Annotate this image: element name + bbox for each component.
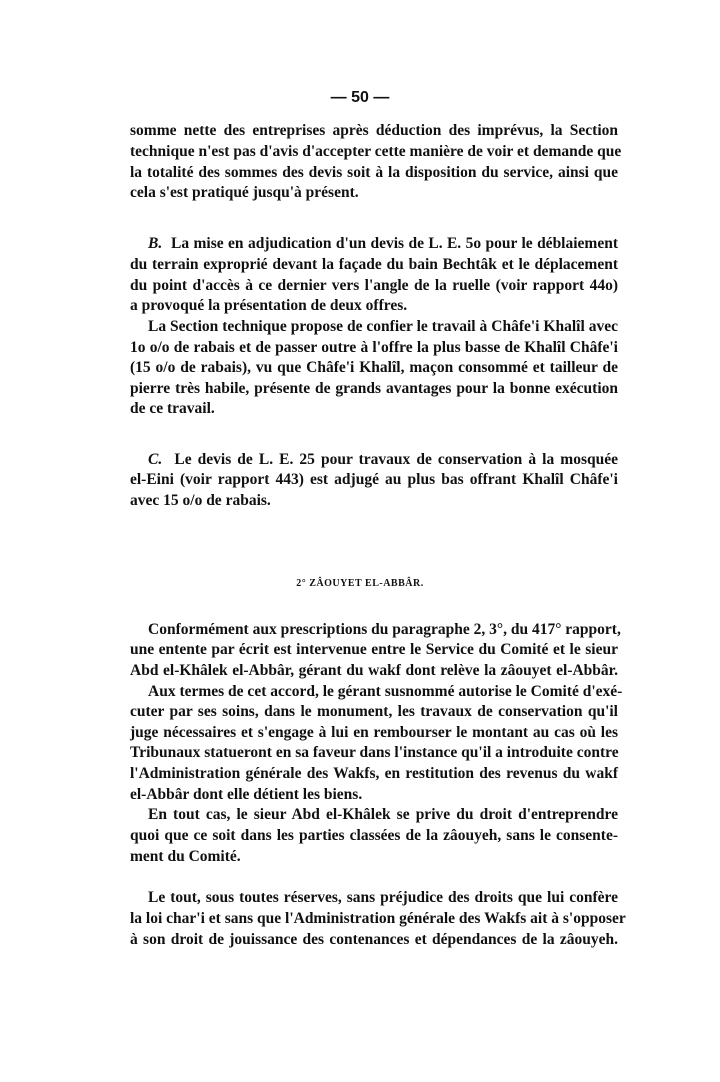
text-line: technique n'est pas d'avis d'accepter cette manière de voir et demande que	[130, 143, 622, 160]
text-line	[148, 235, 618, 253]
section-heading: 2° ZÂOUYET EL-ABBÂR.	[296, 578, 424, 589]
text-line: cela s'est pratiqué jusqu'à présent.	[130, 184, 359, 201]
text-span: Le devis de L. E. 25 pour travaux de conservation à la mosquée	[174, 451, 619, 468]
text-line: a provoqué la présentation de deux offres.	[130, 297, 408, 314]
text-line: une entente par écrit est intervenue entre le Service du Comité et le sieur	[130, 641, 618, 658]
text-line: à son droit de jouissance des contenances et dépendances de la zâouyeh.	[130, 931, 618, 948]
text-line: ment du Comité.	[130, 848, 241, 865]
text-line: (15 o/o de rabais), vu que Châfe'i Khalîl, maçon consommé et tailleur de	[130, 359, 618, 376]
section-label-c: C.	[148, 451, 163, 468]
text-line: el-Abbâr dont elle détient les biens.	[130, 786, 363, 803]
text-line: quoi que ce soit dans les parties classées de la zâouyeh, sans le consente-	[130, 827, 618, 844]
page-number: — 50 —	[330, 89, 390, 106]
text-line: juge nécessaires et s'engage à lui en rembourser le montant au cas où les	[130, 724, 618, 741]
text-line: Conformément aux prescriptions du paragraphe 2, 3°, du 417° rapport,	[148, 621, 621, 638]
text-line: 1o o/o de rabais et de passer outre à l'offre la plus basse de Khalîl Châfe'i	[130, 339, 618, 356]
text-line: la loi char'i et sans que l'Administration générale des Wakfs ait à s'opposer	[130, 910, 626, 927]
text-line: Tribunaux statueront en sa faveur dans l'instance qu'il a introduite contre	[130, 744, 619, 761]
text-line: de ce travail.	[130, 400, 215, 417]
text-line: du point d'accès à ce dernier vers l'angle de la ruelle (voir rapport 44o)	[130, 277, 618, 294]
text-line: l'Administration générale des Wakfs, en restitution des revenus du wakf	[130, 765, 618, 782]
text-line	[148, 451, 618, 469]
text-line: Aux termes de cet accord, le gérant susnommé autorise le Comité d'exé-	[148, 683, 623, 700]
text-line: Abd el-Khâlek el-Abbâr, gérant du wakf dont relève la zâouyet el-Abbâr.	[130, 662, 618, 679]
text-line: la totalité des sommes des devis soit à la disposition du service, ainsi que	[130, 164, 618, 181]
text-line: avec 15 o/o de rabais.	[130, 492, 271, 509]
text-line: cuter par ses soins, dans le monument, les travaux de conservation qu'il	[130, 703, 618, 720]
text-span: La mise en adjudication d'un devis de L. E. 5o pour le déblaiement	[171, 235, 618, 252]
text-line: el-Eini (voir rapport 443) est adjugé au plus bas offrant Khalîl Châfe'i	[130, 471, 618, 488]
text-line: somme nette des entreprises après déduction des imprévus, la Section	[130, 122, 618, 139]
text-line: pierre très habile, présente de grands avantages pour la bonne exécution	[130, 380, 618, 397]
text-line: du terrain exproprié devant la façade du bain Bechtâk et le déplacement	[130, 256, 618, 273]
text-line: Le tout, sous toutes réserves, sans préjudice des droits que lui confère	[148, 889, 618, 906]
section-label-b: B.	[148, 235, 163, 252]
text-line: En tout cas, le sieur Abd el-Khâlek se prive du droit d'entreprendre	[148, 806, 618, 823]
text-line: La Section technique propose de confier le travail à Châfe'i Khalîl avec	[148, 318, 618, 335]
